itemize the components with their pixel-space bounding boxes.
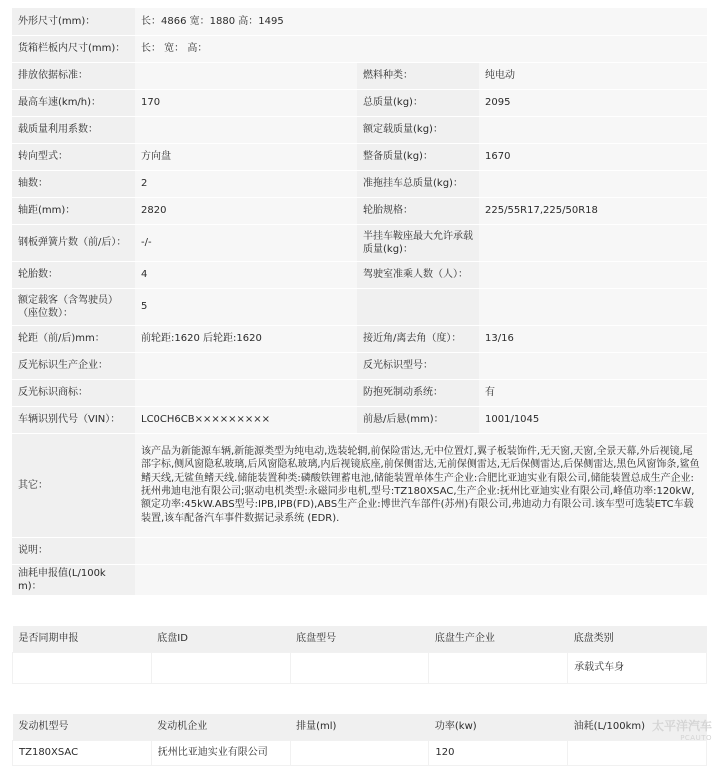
spec-label: 轮胎数：: [12, 261, 135, 288]
spec-label: 准拖挂车总质量(kg)：: [357, 170, 479, 197]
spec-row: [12, 433, 707, 537]
spec-value: 170: [135, 89, 357, 116]
chassis-cell: [13, 652, 152, 683]
engine-header-cell: 油耗(L/100km): [568, 714, 707, 741]
spec-label: 油耗申报值(L/100km)：: [12, 564, 135, 595]
section-gap: [12, 596, 707, 626]
spec-label: 外形尺寸(mm)：: [12, 8, 135, 35]
spec-value: LC0CH6CB×××××××××: [135, 406, 357, 433]
spec-value: 方向盘: [135, 143, 357, 170]
spec-label: 载质量利用系数：: [12, 116, 135, 143]
spec-label: 整备质量(kg)：: [357, 143, 479, 170]
spec-value: [135, 379, 357, 406]
chassis-cell: 承载式车身: [568, 652, 707, 683]
engine-header-cell: 发动机企业: [151, 714, 290, 741]
engine-header-cell: 功率(kw): [429, 714, 568, 741]
engine-cell: [290, 740, 429, 765]
spec-label: 反光标识型号：: [357, 352, 479, 379]
spec-value: [135, 116, 357, 143]
engine-table: [12, 714, 707, 766]
spec-label: 排放依据标准：: [12, 62, 135, 89]
spec-label: 驾驶室准乘人数（人）：: [357, 261, 479, 288]
spec-row: [12, 35, 707, 62]
spec-value: 2: [135, 170, 357, 197]
spec-value: 2820: [135, 197, 357, 224]
spec-value: [479, 288, 707, 325]
spec-label: 说明：: [12, 537, 135, 564]
spec-label: 轴距(mm)：: [12, 197, 135, 224]
engine-header-row: [13, 714, 707, 741]
spec-label: 反光标识商标：: [12, 379, 135, 406]
spec-value: 该产品为新能源车辆,新能源类型为纯电动,选装轮辋,前保险雷达,无中位置灯,翼子板装饰件,无天窗,天窗,全景天幕,外后视镜,尾部字标,侧风窗隐私玻璃,后风窗隐私玻璃,内后视镜底座,前保侧雷达,无前保侧雷达,无后保侧雷达,后保侧雷达,黑色风窗饰条,鲨鱼鳍天线,无鲨鱼鳍天线.储能装置种类:磷酸铁锂蓄电池,储能装置单体生产企业:合肥比亚迪实业有限公司,储能装置总成生产企业:抚州弗迪电池有限公司;驱动电机类型:永磁同步电机,型号:TZ180XSAC,生产企业:抚州比亚迪实业有限公司,峰值功率:120kW,额定功率:45kW.ABS型号:IPB,IPB(FD),ABS生产企业:博世汽车部件(苏州)有限公司,弗迪动力有限公司.该车型可选装ETC车载装置,该车配备汽车事件数据记录系统 (EDR).: [135, 433, 707, 537]
spec-label: 其它：: [12, 433, 135, 537]
engine-header-cell: 排量(ml): [290, 714, 429, 741]
spec-value: [135, 352, 357, 379]
spec-value: -/-: [135, 224, 357, 261]
spec-row: [12, 170, 707, 197]
spec-value: [135, 564, 707, 595]
spec-label: 轴数：: [12, 170, 135, 197]
spec-label: 轮距（前/后)mm：: [12, 325, 135, 352]
spec-value: [479, 261, 707, 288]
engine-row: [13, 740, 707, 765]
spec-row: [12, 288, 707, 325]
spec-label: 额定载质量(kg)：: [357, 116, 479, 143]
spec-value: 1001/1045: [479, 406, 707, 433]
spec-value: [479, 170, 707, 197]
engine-cell: TZ180XSAC: [13, 740, 152, 765]
spec-value: 5: [135, 288, 357, 325]
spec-value: [479, 352, 707, 379]
chassis-cell: [429, 652, 568, 683]
spec-label: 防抱死制动系统：: [357, 379, 479, 406]
engine-cell: 抚州比亚迪实业有限公司: [151, 740, 290, 765]
spec-value: 225/55R17,225/50R18: [479, 197, 707, 224]
spec-row: [12, 379, 707, 406]
spec-row: [12, 406, 707, 433]
spec-row: [12, 325, 707, 352]
spec-value: 1670: [479, 143, 707, 170]
chassis-cell: [290, 652, 429, 683]
spec-value: 2095: [479, 89, 707, 116]
chassis-header-row: [13, 626, 707, 653]
spec-label: 货箱栏板内尺寸(mm)：: [12, 35, 135, 62]
spec-row: [12, 537, 707, 564]
spec-table: [12, 8, 707, 596]
spec-label: 总质量(kg)：: [357, 89, 479, 116]
spec-value: 长： 宽： 高：: [135, 35, 707, 62]
chassis-header-cell: 底盘型号: [290, 626, 429, 653]
spec-document: [12, 8, 707, 766]
spec-label: 转向型式：: [12, 143, 135, 170]
spec-value: 有: [479, 379, 707, 406]
spec-value: [135, 537, 707, 564]
engine-cell: 120: [429, 740, 568, 765]
spec-label: 钢板弹簧片数（前/后）：: [12, 224, 135, 261]
spec-row: [12, 352, 707, 379]
spec-row: [12, 224, 707, 261]
spec-row: [12, 8, 707, 35]
chassis-table: [12, 626, 707, 684]
chassis-header-cell: 底盘ID: [151, 626, 290, 653]
spec-value: [135, 62, 357, 89]
spec-label: 额定载客（含驾驶员）（座位数）：: [12, 288, 135, 325]
watermark-main: 太平洋汽车: [651, 719, 712, 733]
chassis-header-cell: 是否同期申报: [13, 626, 152, 653]
spec-label: [357, 288, 479, 325]
spec-value: [479, 224, 707, 261]
spec-value: [479, 116, 707, 143]
spec-label: 车辆识别代号（VIN）：: [12, 406, 135, 433]
spec-row: [12, 89, 707, 116]
section-gap: [12, 684, 707, 714]
spec-value: 前轮距:1620 后轮距:1620: [135, 325, 357, 352]
spec-row: [12, 62, 707, 89]
spec-row: [12, 143, 707, 170]
spec-label: 半挂车鞍座最大允许承载质量(kg)：: [357, 224, 479, 261]
spec-value: 长：4866 宽：1880 高：1495: [135, 8, 707, 35]
spec-row: [12, 261, 707, 288]
watermark-sub: PCAUTO: [680, 734, 712, 742]
spec-label: 反光标识生产企业：: [12, 352, 135, 379]
spec-row: [12, 564, 707, 595]
engine-header-cell: 发动机型号: [13, 714, 152, 741]
spec-value: 纯电动: [479, 62, 707, 89]
spec-row: [12, 197, 707, 224]
spec-label: 接近角/离去角（度）：: [357, 325, 479, 352]
spec-label: 燃料种类：: [357, 62, 479, 89]
pcauto-watermark-logo: [652, 720, 712, 744]
spec-value: 13/16: [479, 325, 707, 352]
chassis-row: [13, 652, 707, 683]
chassis-header-cell: 底盘生产企业: [429, 626, 568, 653]
spec-row: [12, 116, 707, 143]
spec-label: 最高车速(km/h)：: [12, 89, 135, 116]
chassis-cell: [151, 652, 290, 683]
spec-label: 轮胎规格：: [357, 197, 479, 224]
spec-value: 4: [135, 261, 357, 288]
chassis-header-cell: 底盘类别: [568, 626, 707, 653]
spec-label: 前悬/后悬(mm)：: [357, 406, 479, 433]
